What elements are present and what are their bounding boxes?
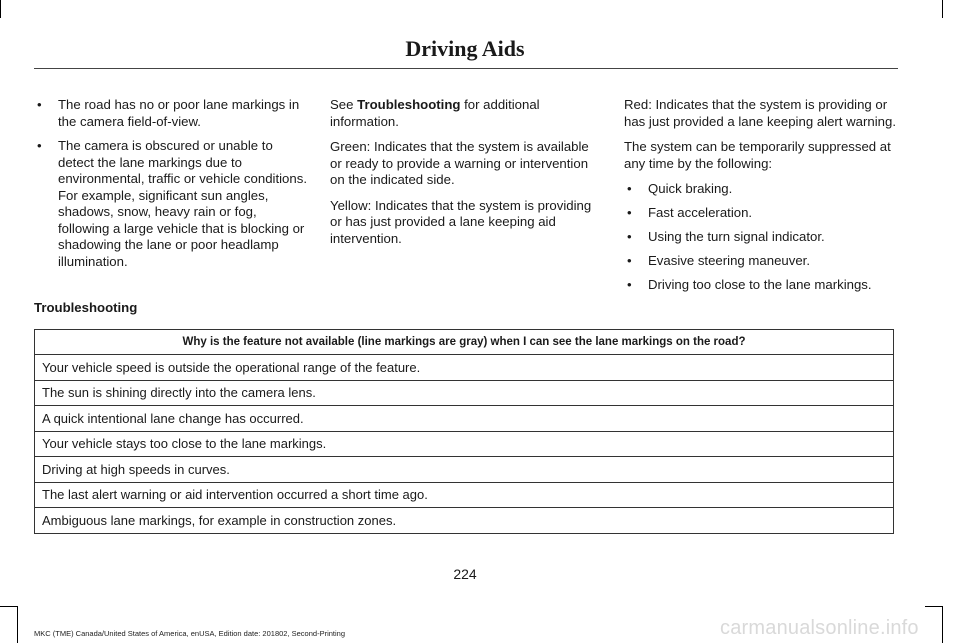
list-item: • Quick braking. — [627, 181, 733, 196]
yellow-indicator-text: Yellow: Indicates that the system is providing or has just provided a lane keeping aid intervention. — [330, 197, 592, 246]
watermark: carmanualsonline.info — [720, 617, 919, 639]
table-cell: Your vehicle speed is outside the operational range of the feature. — [35, 355, 894, 381]
crop-mark-top-right — [942, 0, 943, 18]
column-2 — [330, 97, 604, 256]
table-row — [35, 380, 894, 406]
table-cell: Ambiguous lane markings, for example in construction zones. — [35, 508, 894, 534]
bullet-icon: • — [627, 205, 632, 220]
see-troubleshooting-text: See Troubleshooting for additional information. — [330, 97, 540, 129]
table-cell: The sun is shining directly into the camera lens. — [35, 380, 894, 406]
bullet-icon: • — [627, 253, 632, 268]
page-title: Driving Aids — [405, 36, 525, 61]
edition-footer: MKC (TME) Canada/United States of America, enUSA, Edition date: 201802, Second-Printing — [34, 629, 345, 638]
troubleshooting-link[interactable]: Troubleshooting — [357, 97, 461, 112]
troubleshooting-heading: Troubleshooting — [34, 300, 138, 315]
list-item: • Evasive steering maneuver. — [627, 253, 810, 268]
table-header-row — [35, 330, 894, 355]
green-indicator-text: Green: Indicates that the system is available or ready to provide a warning or intervention on the indicated side. — [330, 139, 589, 187]
crop-mark-bottom-left-v — [17, 606, 18, 643]
list-item: • Driving too close to the lane markings. — [627, 277, 872, 292]
suppression-list — [624, 181, 896, 294]
table-cell: Your vehicle stays too close to the lane markings. — [35, 431, 894, 457]
crop-mark-bottom-right-v — [942, 606, 943, 643]
table-row — [35, 406, 894, 432]
troubleshooting-table — [34, 329, 894, 534]
table-row — [35, 355, 894, 381]
list-item: • Fast acceleration. — [627, 205, 753, 220]
column-1 — [34, 97, 308, 278]
bullet-icon: • — [627, 229, 632, 244]
table-row — [35, 431, 894, 457]
list-item: • The road has no or poor lane markings in the camera field-of-view. — [37, 97, 300, 129]
table-header: Why is the feature not available (line markings are gray) when I can see the lane markings on the road? — [35, 330, 894, 355]
limitations-list — [34, 97, 308, 270]
column-3 — [624, 97, 896, 301]
page-number: 224 — [453, 566, 477, 582]
list-item: • Using the turn signal indicator. — [627, 229, 825, 244]
red-indicator-text: Red: Indicates that the system is providing or has just provided a lane keeping alert warning. — [624, 97, 896, 129]
crop-mark-bottom-left-h — [0, 606, 18, 607]
suppression-intro-text: The system can be temporarily suppressed at any time by the following: — [624, 139, 891, 171]
bullet-icon: • — [627, 277, 632, 292]
crop-mark-top-left — [0, 0, 1, 18]
bullet-icon: • — [627, 181, 632, 196]
crop-mark-bottom-right-h — [925, 606, 943, 607]
table-row — [35, 482, 894, 508]
header-divider — [34, 68, 898, 69]
table-row — [35, 508, 894, 534]
table-cell: Driving at high speeds in curves. — [35, 457, 894, 483]
table-cell: The last alert warning or aid intervention occurred a short time ago. — [35, 482, 894, 508]
list-item: • The camera is obscured or unable to detect the lane markings due to environmental, traffic or vehicle conditions. For example, significant sun angles, shadows, snow, heavy rain or fog, following a large vehicle that is blocking or shadowing the lane or poor headlamp illumination. — [37, 138, 307, 269]
table-row — [35, 457, 894, 483]
bullet-icon: • — [37, 97, 42, 112]
table-cell: A quick intentional lane change has occurred. — [35, 406, 894, 432]
bullet-icon: • — [37, 138, 42, 153]
